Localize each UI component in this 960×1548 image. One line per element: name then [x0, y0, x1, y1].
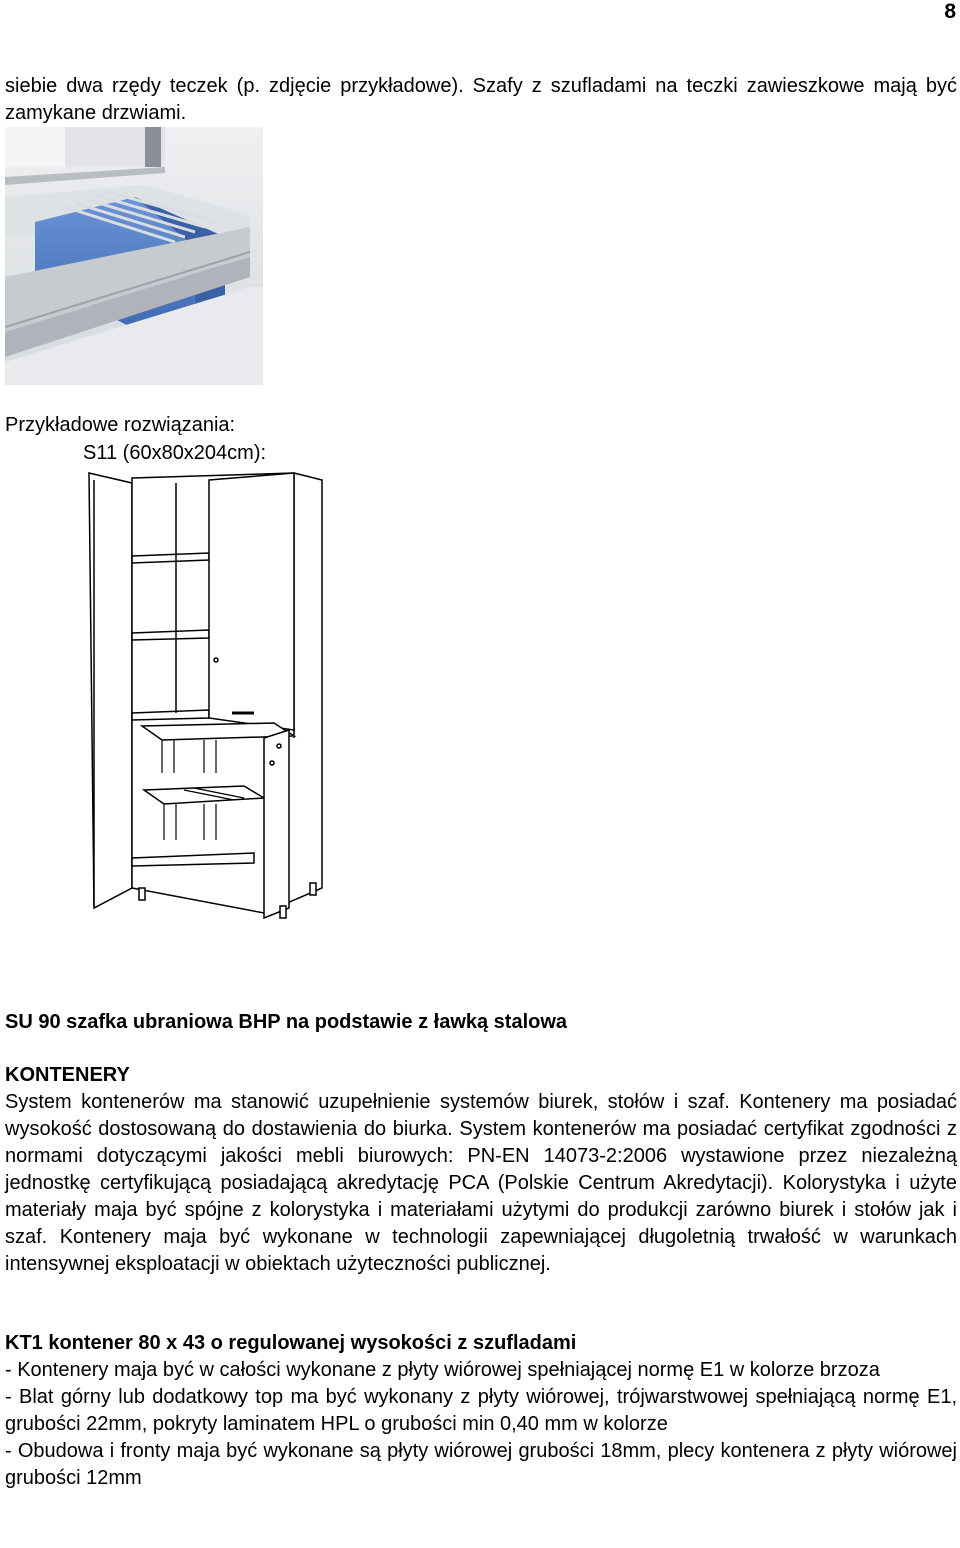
cabinet-drawing	[84, 468, 329, 928]
kontenery-paragraph: System kontenerów ma stanowić uzupełnienie systemów biurek, stołów i szaf. Kontenery ma posiadać wysokość dostosowaną do dostawienia do biurka. System kontenerów ma posiadać certyfikat zgodności z normami dotyczącymi jakości mebli biurowych: PN-EN 14073-2:2006 wystawione przez niezależną jednostkę certyfikującą posiadającą akredytację PCA (Polskie Centrum Akredytacji). Kolorystyka i użyte materiały maja być spójne z kolorystyka i materiałami użytymi do produkcji zarówno biurek i stołów jak i szaf. Kontenery maja być wykonane w technologii zapewniającej długoletnią trwałość w warunkach intensywnej eksploatacji w obiektach użyteczności publicznej.	[5, 1091, 957, 1275]
su90-title: SU 90 szafka ubraniowa BHP na podstawie z ławką stalowa	[5, 1011, 568, 1033]
examples-heading: Przykładowe rozwiązania:	[5, 414, 236, 436]
page-number: 8	[944, 0, 956, 23]
list-item: - Obudowa i fronty maja być wykonane są płyty wiórowej grubości 18mm, plecy kontenera z płyty wiórowej grubości 12mm	[5, 1440, 957, 1489]
kontenery-heading: KONTENERY	[5, 1064, 130, 1086]
kt1-spec-list	[5, 1357, 957, 1492]
intro-paragraph: siebie dwa rzędy teczek (p. zdjęcie przykładowe). Szafy z szufladami na teczki zawieszkowe mają być zamykane drzwiami.	[5, 75, 957, 124]
model-caption: S11 (60x80x204cm):	[83, 442, 267, 464]
kt1-heading: KT1 kontener 80 x 43 o regulowanej wysokości z szufladami	[5, 1332, 577, 1354]
hanging-file-drawer-photo	[5, 127, 263, 385]
list-item: - Kontenery maja być w całości wykonane z płyty wiórowej spełniającej normę E1 w kolorze brzoza	[5, 1359, 880, 1381]
list-item: - Blat górny lub dodatkowy top ma być wykonany z płyty wiórowej, trójwarstwowej spełniającą normę E1, grubości 22mm, pokryty laminatem HPL o grubości min 0,40 mm w kolorze	[5, 1386, 957, 1435]
